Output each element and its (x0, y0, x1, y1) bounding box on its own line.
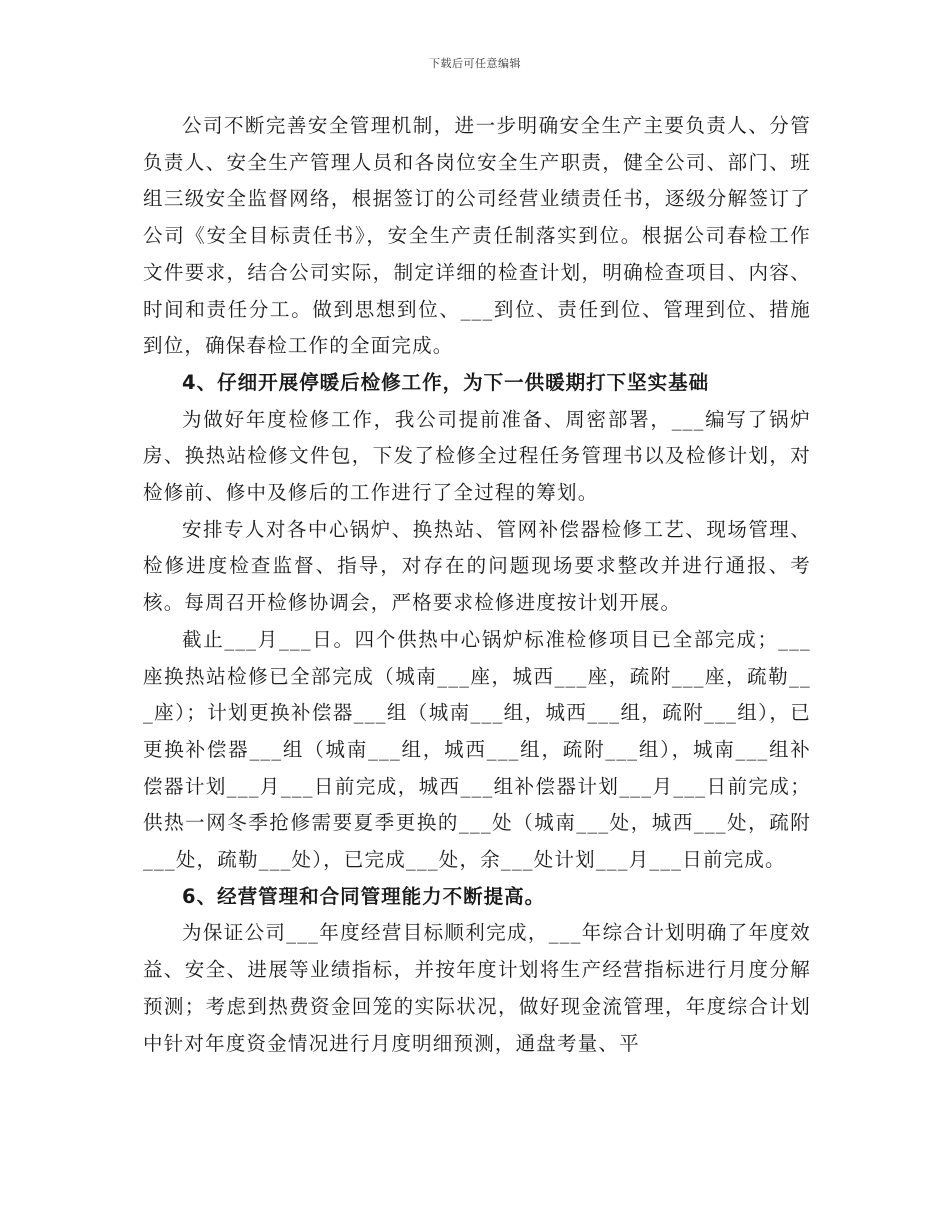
page-header-note: 下载后可任意编辑 (429, 57, 521, 70)
paragraph-safety-management: 公司不断完善安全管理机制，进一步明确安全生产主要负责人、分管负责人、安全生产管理人员和各岗位安全生产职责，健全公司、部门、班组三级安全监督网络，根据签订的公司经营业绩责任书，逐级分解签订了公司《安全目标责任书》，安全生产责任制落实到位。根据公司春检工作文件要求，结合公司实际，制定详细的检查计划，明确检查项目、内容、时间和责任分工。做到思想到位、___到位、责任到位、管理到位、措施到位，确保春检工作的全面完成。 (143, 114, 811, 358)
paragraph-maintenance-supervision: 安排专人对各中心锅炉、换热站、管网补偿器检修工艺、现场管理、检修进度检查监督、指导，对存在的问题现场要求整改并进行通报、考核。每周召开检修协调会，严格要求检修进度按计划开展。 (143, 517, 811, 615)
paragraph-maintenance-progress: 截止___月___日。四个供热中心锅炉标准检修项目已全部完成；___座换热站检修已全部完成（城南___座，城西___座，疏附___座，疏勒___座）；计划更换补偿器___组（城南___组，城西___组，疏附___组），已更换补偿器___组（城南___组，城西___组，疏附___组），城南___组补偿器计划___月___日前完成，城西___组补偿器计划___月___日前完成；供热一网冬季抢修需要夏季更换的___处（城南___处，城西___处，疏附___处，疏勒___处），已完成___处，余___处计划___月___日前完成。 (143, 627, 811, 872)
paragraph-business-management: 为保证公司___年度经营目标顺利完成，___年综合计划明确了年度效益、安全、进展等业绩指标，并按年度计划将生产经营指标进行月度分解预测；考虑到热费资金回笼的实际状况，做好现金流管理，年度综合计划中针对年度资金情况进行月度明细预测，通盘考量、平 (143, 921, 811, 1055)
document-body (143, 108, 811, 1062)
section-heading-6: 6、经营管理和合同管理能力不断提高。 (182, 884, 546, 908)
paragraph-maintenance-plan: 为做好年度检修工作，我公司提前准备、周密部署，___编写了锅炉房、换热站检修文件包，下发了检修全过程任务管理书以及检修计划，对检修前、修中及修后的工作进行了全过程的筹划。 (143, 407, 811, 505)
section-heading-4: 4、仔细开展停暖后检修工作，为下一供暖期打下坚实基础 (182, 370, 710, 394)
